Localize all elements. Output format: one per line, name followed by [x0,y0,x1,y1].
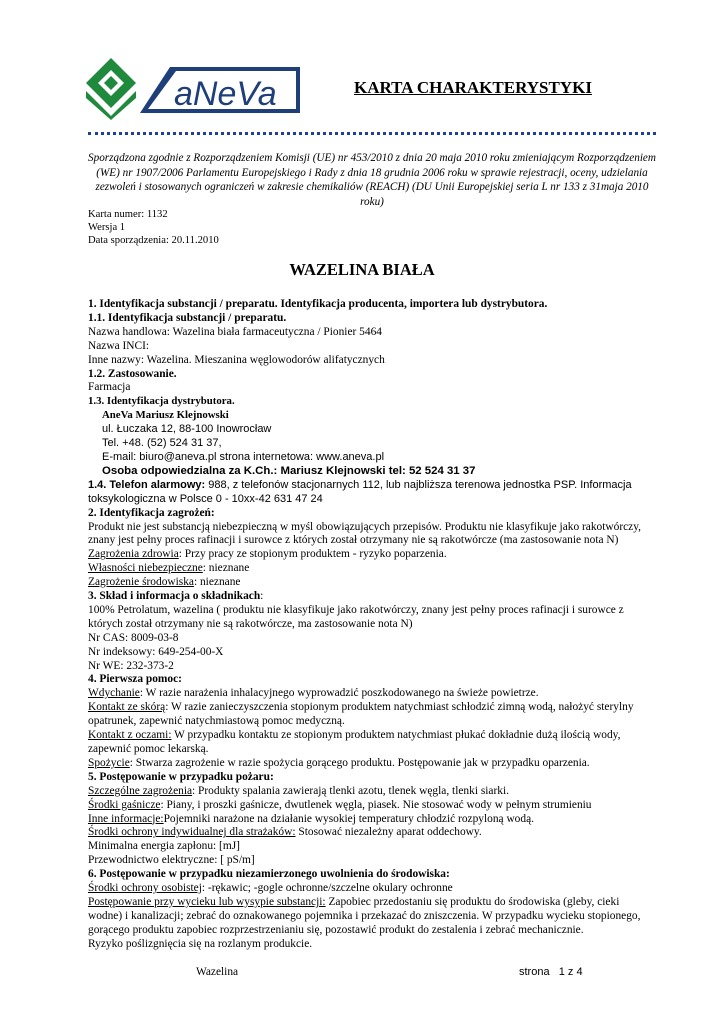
s1-sub2: 1.2. Zastosowanie. [88,367,177,380]
alarm-label: 1.4. Telefon alarmowy: [88,478,206,491]
alarm-text: 988, z telefonów stacjonarnych 112, lub najbliższa terenowa jednostka PSP. Informacja [205,478,632,491]
skin-contact-2: opatrunek, zapewnić natychmiastową pomoc medyczną. [88,715,345,728]
s2-heading: 2. Identyfikacja zagrożeń: [88,506,215,519]
s2-text-1: Produkt nie jest substancją niebezpieczną w myśl obowiązujących przepisów. Produktu nie klasyfikuje jako rakotwórczy, [88,520,642,533]
special-text: : Produkty spalania zawierają tlenki azotu, tlenek węgla, tlenki siarki. [192,784,509,797]
cas-number: Nr CAS: 8009-03-8 [88,631,179,644]
spill-label: Postępowanie przy wycieku lub wysypie substancji: [88,895,326,908]
special-label: Szczególne zagrożenia [88,784,193,797]
extinguishing-media [88,799,678,813]
other-names: Inne nazwy: Wazelina. Mieszanina węglowodorów alifatycznych [88,353,385,366]
health-label: Zagrożenia zdrowia [88,548,179,561]
eye-contact [88,729,678,743]
aneva-logo-wordmark [140,67,300,113]
company-name: AneVa Mariusz Klejnowski [102,409,229,422]
slip-risk: Ryzyko poślizgnięcia się na rozlanym produkcie. [88,937,313,950]
s1-sub3: 1.3. Identyfikacja dystrybutora. [88,395,235,408]
s3-text-1: 100% Petrolatum, wazelina ( produktu nie klasyfikuje jako rakotwórczy, znany jest pełny proces rafinacji i surowce z [88,603,624,616]
eye-text: W przypadku kontaktu ze stopionym produktem natychmiast płukać dokładnie dużą ilością wody, [171,729,621,742]
s1-sub1: 1.1. Identyfikacja substancji / preparatu. [88,311,287,324]
other-info [88,813,678,827]
trade-name: Nazwa handlowa: Wazelina biała farmaceutyczna / Pionier 5464 [88,325,382,338]
personal-text: : -rękawic; -gogle ochronne/szczelne okulary ochronne [201,882,453,895]
version: Wersja 1 [88,222,126,233]
use: Farmacja [88,381,131,394]
responsible-person: Osoba odpowiedzialna za K.Ch.: Mariusz Klejnowski tel: 52 524 31 37 [102,464,476,477]
s1-heading: 1. Identyfikacja substancji / preparatu. Identyfikacja producenta, importera lub dystrybutora. [88,298,548,310]
card-number: Karta numer: 1132 [88,209,168,220]
footer-page-number: strona 1 z 4 [519,966,583,978]
s4-heading: 4. Pierwsza pomoc: [88,673,182,686]
hazard-label: Własności niebezpieczne [88,562,203,575]
dangerous-properties [88,562,678,576]
spill-handling [88,896,678,910]
personal-protection [88,882,678,896]
company-email: E-mail: biuro@aneva.pl strona internetowa: www.aneva.pl [102,450,385,463]
inhalation-text: : W razie narażenia inhalacyjnego wyprowadzić poszkodowanego na świeże powietrze. [139,687,539,700]
ext-label: Środki gaśnicze [88,798,161,811]
hazard-text: : nieznane [202,562,250,575]
product-title: WAZELINA BIAŁA [289,260,435,279]
env-text: : nieznane [193,576,241,589]
health-text: : Przy pracy ze stopionym produktem - ryzyko poparzenia. [178,548,447,561]
company-address: ul. Łuczaka 12, 88-100 Inowrocław [102,423,272,436]
s6-heading: 6. Postępowanie w przypadku niezamierzonego uwolnienia do środowiska: [88,868,450,881]
health-hazard [88,548,678,562]
other-label: Inne informacje: [88,812,164,825]
ingestion-text: : Stwarza zagrożenie w razie spożycia gorącego produktu. Postępowanie jak w przypadku oparzenia. [129,756,590,769]
we-number: Nr WE: 232-373-2 [88,659,174,672]
env-label: Zagrożenie środowiska [88,576,194,589]
alarm-phone [88,479,678,493]
dotted-divider [88,132,656,135]
s3-text-2: których został otrzymany nie są rakotwórcze, ma zastosowanie nota N) [88,617,413,630]
ignition-energy: Minimalna energia zapłonu: [mJ] [88,840,240,853]
document-title: KARTA CHARAKTERYSTYKI [354,78,592,97]
environment-hazard [88,576,678,590]
prot-text: Stosować niezależny aparat oddechowy. [295,826,482,839]
s3-heading-colon: : [260,590,264,603]
index-number: Nr indeksowy: 649-254-00-X [88,645,224,658]
special-hazards [88,785,678,799]
s2-text-2: znany jest pełny proces rafinacji i surowce z których został otrzymany nie są rakotwórcze (ma zastosowanie nota N) [88,534,619,547]
skin-contact [88,701,678,715]
eye-contact-2: zapewnić pomoc lekarską. [88,743,209,755]
personal-label: Środki ochrony osobistej [88,882,202,895]
firefighter-protection [88,826,678,840]
inhalation [88,687,678,701]
date: Data sporządzenia: 20.11.2010 [88,235,219,246]
other-text: Pojemniki narażone na działanie wysokiej temperatury chłodzić rozpyloną wodą. [163,812,534,825]
s3-heading-line [88,590,678,604]
logo-text: aNeVa [174,75,277,113]
spill-text: Zapobiec przedostaniu się produktu do środowiska (gleby, cieki [325,895,620,908]
eye-label: Kontakt z oczami: [88,729,172,742]
ext-text: : Piany, i proszki gaśnicze, dwutlenek węgla, piasek. Nie stosować wody w pełnym strumieniu [160,798,592,811]
alarm-text-2: toksykologiczna w Polsce 0 - 10xx-42 631 47 24 [88,492,323,505]
aneva-logo-mark-icon [86,58,136,120]
conductivity: Przewodnictwo elektryczne: [ pS/m] [88,854,255,867]
s3-heading: 3. Skład i informacja o składnikach [88,590,261,603]
prot-label: Środki ochrony indywidualnej dla strażaków: [88,826,296,839]
footer-product-name: Wazelina [196,966,239,978]
company-phone: Tel. +48. (52) 524 31 37, [102,437,222,450]
document-body [88,298,678,952]
inci-name: Nazwa INCI: [88,339,150,352]
skin-text: : W razie zanieczyszczenia stopionym produktem natychmiast schłodzić zimną wodą, nałożyć sterylny [165,701,634,714]
ingestion [88,757,678,771]
spill-handling-2: wodne) i kanalizacji; zebrać do oznakowanego pojemnika i przekazać do zniszczenia. W przypadku wycieku stopionego, [88,909,641,922]
s5-heading: 5. Postępowanie w przypadku pożaru: [88,770,274,783]
document-meta [88,208,219,247]
regulation-note: Sporządzona zgodnie z Rozporządzeniem Komisji (UE) nr 453/2010 z dnia 20 maja 2010 roku zmieniającym Rozporządzeniem (WE) nr 1907/2006 Parlamentu Europejskiego i Rady z dnia 18 grudnia 2006 roku w sprawie rejestracji, oceny, udzielania zezwoleń i stosowanych ograniczeń w zakresie chemikaliów (REACH) (DU Unii Europejskiej seria L nr 133 z 31maja 2010 roku) [88,152,656,208]
ingestion-label: Spożycie [88,756,130,769]
skin-label: Kontakt ze skórą [88,701,166,714]
spill-handling-3: gorącego produktu zapobiec rozprzestrzenianiu się, pozostawić produkt do zestalenia i zebrać mechanicznie. [88,923,584,936]
inhalation-label: Wdychanie [88,687,140,700]
